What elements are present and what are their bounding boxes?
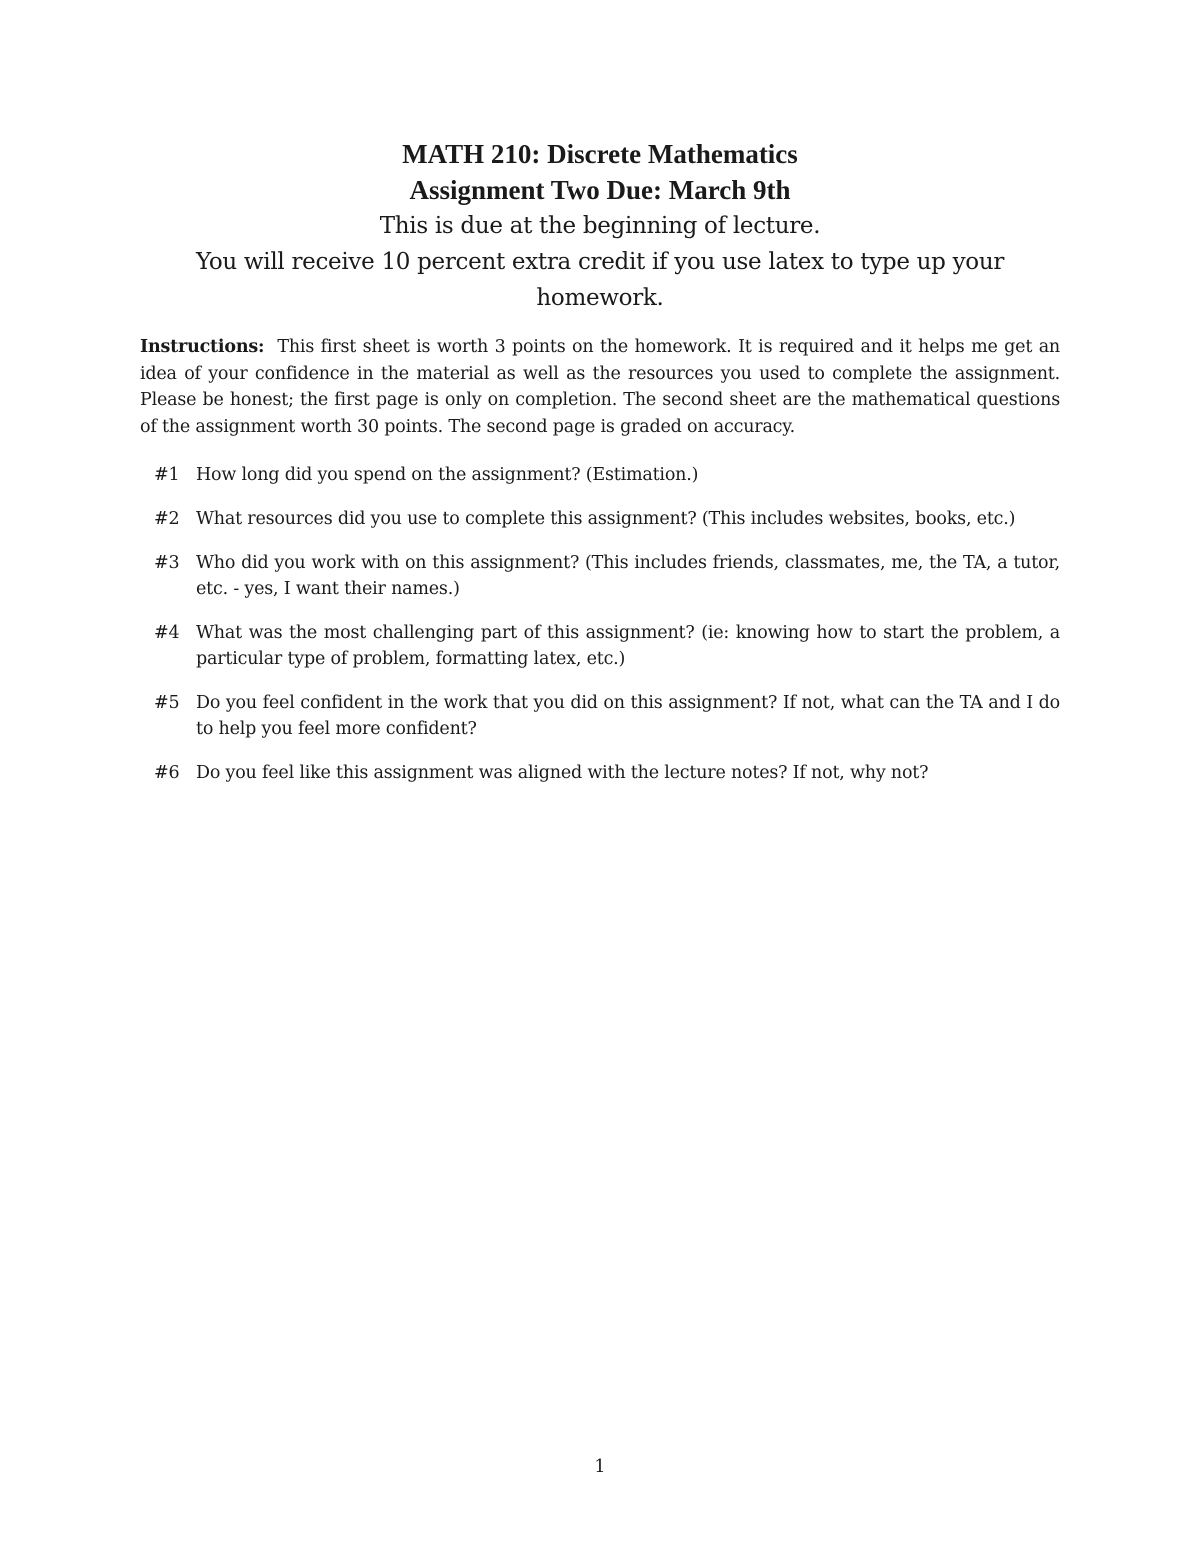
question-number: #4	[154, 623, 180, 643]
due-note: This is due at the beginning of lecture.	[379, 213, 821, 239]
question-number: #3	[154, 553, 180, 573]
question-text: What was the most challenging part of this assignment? (ie: knowing how to start the problem, a particular type of problem, formatting latex, etc.)	[196, 623, 1060, 669]
question-item-4	[154, 620, 1060, 672]
question-list	[154, 462, 1060, 804]
question-item-2	[154, 506, 1060, 532]
question-text: Do you feel like this assignment was aligned with the lecture notes? If not, why not?	[196, 763, 929, 783]
instructions-lead: Instructions:	[140, 337, 265, 357]
question-item-6	[154, 760, 1060, 786]
question-text: Who did you work with on this assignment? (This includes friends, classmates, me, the TA, a tutor, etc. - yes, I want their names.)	[196, 553, 1060, 599]
document-header	[140, 136, 1060, 316]
course-title: MATH 210: Discrete Mathematics	[402, 139, 798, 169]
instructions-paragraph	[140, 334, 1060, 440]
question-number: #5	[154, 693, 180, 713]
question-text: What resources did you use to complete this assignment? (This includes websites, books, etc.)	[196, 509, 1016, 529]
extra-credit-note: You will receive 10 percent extra credit if you use latex to type up your homework.	[195, 249, 1005, 311]
question-item-1	[154, 462, 1060, 488]
page-number: 1	[594, 1457, 606, 1477]
question-number: #6	[154, 763, 180, 783]
assignment-subtitle: Assignment Two Due: March 9th	[409, 175, 791, 205]
question-item-3	[154, 550, 1060, 602]
question-text: How long did you spend on the assignment? (Estimation.)	[196, 465, 699, 485]
question-text: Do you feel confident in the work that you did on this assignment? If not, what can the TA and I do to help you feel more confident?	[196, 693, 1060, 739]
instructions-body: This first sheet is worth 3 points on the homework. It is required and it helps me get an idea of your confidence in the material as well as the resources you used to complete the assignment. Please be honest; the first page is only on completion. The second sheet are the mathematical questions of the assignment worth 30 points. The second page is graded on accuracy.	[140, 337, 1060, 437]
question-item-5	[154, 690, 1060, 742]
question-number: #1	[154, 465, 180, 485]
question-number: #2	[154, 509, 180, 529]
